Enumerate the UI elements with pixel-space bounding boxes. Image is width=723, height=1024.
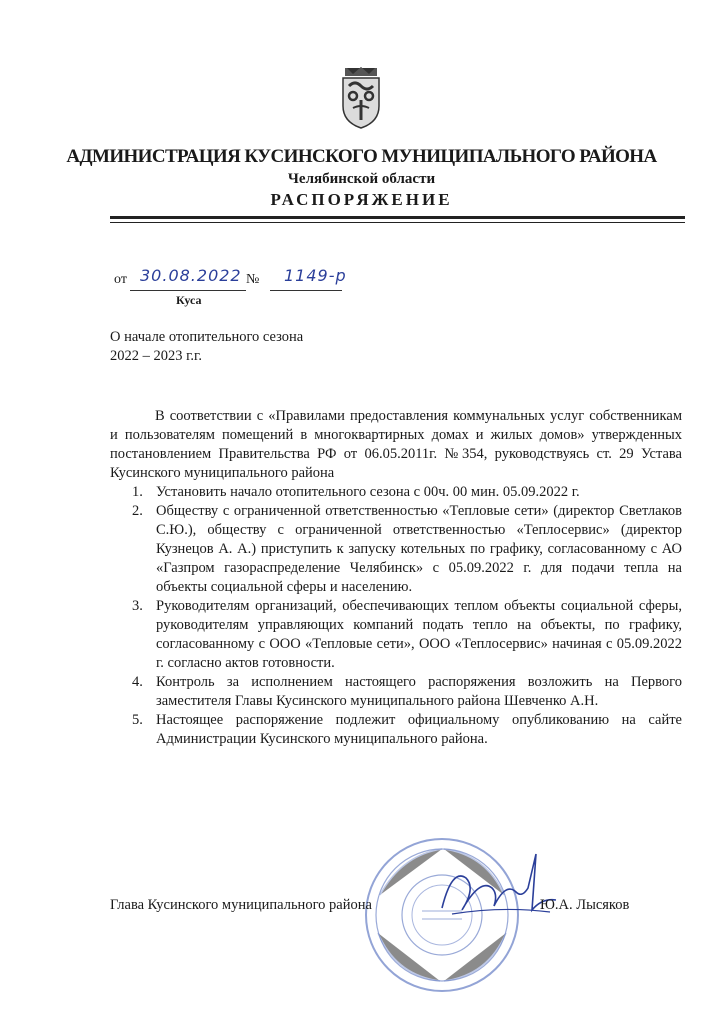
list-item: Обществу с ограниченной ответственностью «Тепловые сети» (директор Светлаков С.Ю.), обществу с ограниченной ответственностью «Теплосервис» (директор Кузнецов А. А.) приступить к запуску котельных по графику, согласованному с АО «Газпром газораспределение Челябинск» с 05.09.2022 г. для подачи тепла на объекты социальной сферы и населению. — [156, 503, 682, 595]
city-name: Куса — [176, 293, 202, 307]
document-type: РАСПОРЯЖЕНИЕ — [270, 190, 453, 209]
list-item: Установить начало отопительного сезона с 00ч. 00 мин. 05.09.2022 г. — [156, 484, 580, 500]
header-divider-thick — [110, 216, 685, 219]
intro-paragraph: В соответствии с «Правилами предоставления коммунальных услуг собственникам и пользователям помещений в многоквартирных домах и жилых домов» утвержденных постановлением Правительства РФ от 06.05.2011г. №354, руководствуясь ст. 29 Устава Кусинского муниципального района — [110, 408, 682, 481]
date-label: от — [114, 272, 127, 287]
orders-list — [110, 483, 682, 749]
handwritten-number: 1149-р — [284, 266, 347, 285]
subject-line-2: 2022 – 2023 г.г. — [110, 348, 202, 364]
coat-of-arms-icon — [339, 66, 383, 130]
subject-line-1: О начале отопительного сезона — [110, 329, 304, 345]
document-body — [110, 407, 682, 749]
list-item: Контроль за исполнением настоящего распоряжения возложить на Первого заместителя Главы Кусинского муниципального района Шевченко А.Н. — [156, 674, 682, 709]
handwritten-signature-icon — [432, 848, 562, 928]
organization-title: АДМИНИСТРАЦИЯ КУСИНСКОГО МУНИЦИПАЛЬНОГО РАЙОНА — [66, 146, 657, 167]
signatory-name: Ю.А. Лысяков — [540, 897, 630, 913]
handwritten-date: 30.08.2022 — [140, 266, 242, 285]
document-subject — [110, 328, 303, 366]
number-label: № — [246, 272, 260, 287]
signatory-title: Глава Кусинского муниципального района — [110, 897, 372, 913]
organization-region: Челябинской области — [287, 171, 436, 187]
list-item: Руководителям организаций, обеспечивающих теплом объекты социальной сферы, руководителям управляющих компаний подать тепло на объекты, по графику, согласованному с ООО «Тепловые сети», ООО «Теплосервис» начиная с 05.09.2022 г. согласно актов готовности. — [156, 598, 682, 671]
list-item: Настоящее распоряжение подлежит официальному опубликованию на сайте Администрации Кусинского муниципального района. — [156, 712, 682, 747]
date-underline — [130, 290, 246, 291]
number-underline — [270, 290, 342, 291]
header-divider-thin — [110, 222, 685, 223]
